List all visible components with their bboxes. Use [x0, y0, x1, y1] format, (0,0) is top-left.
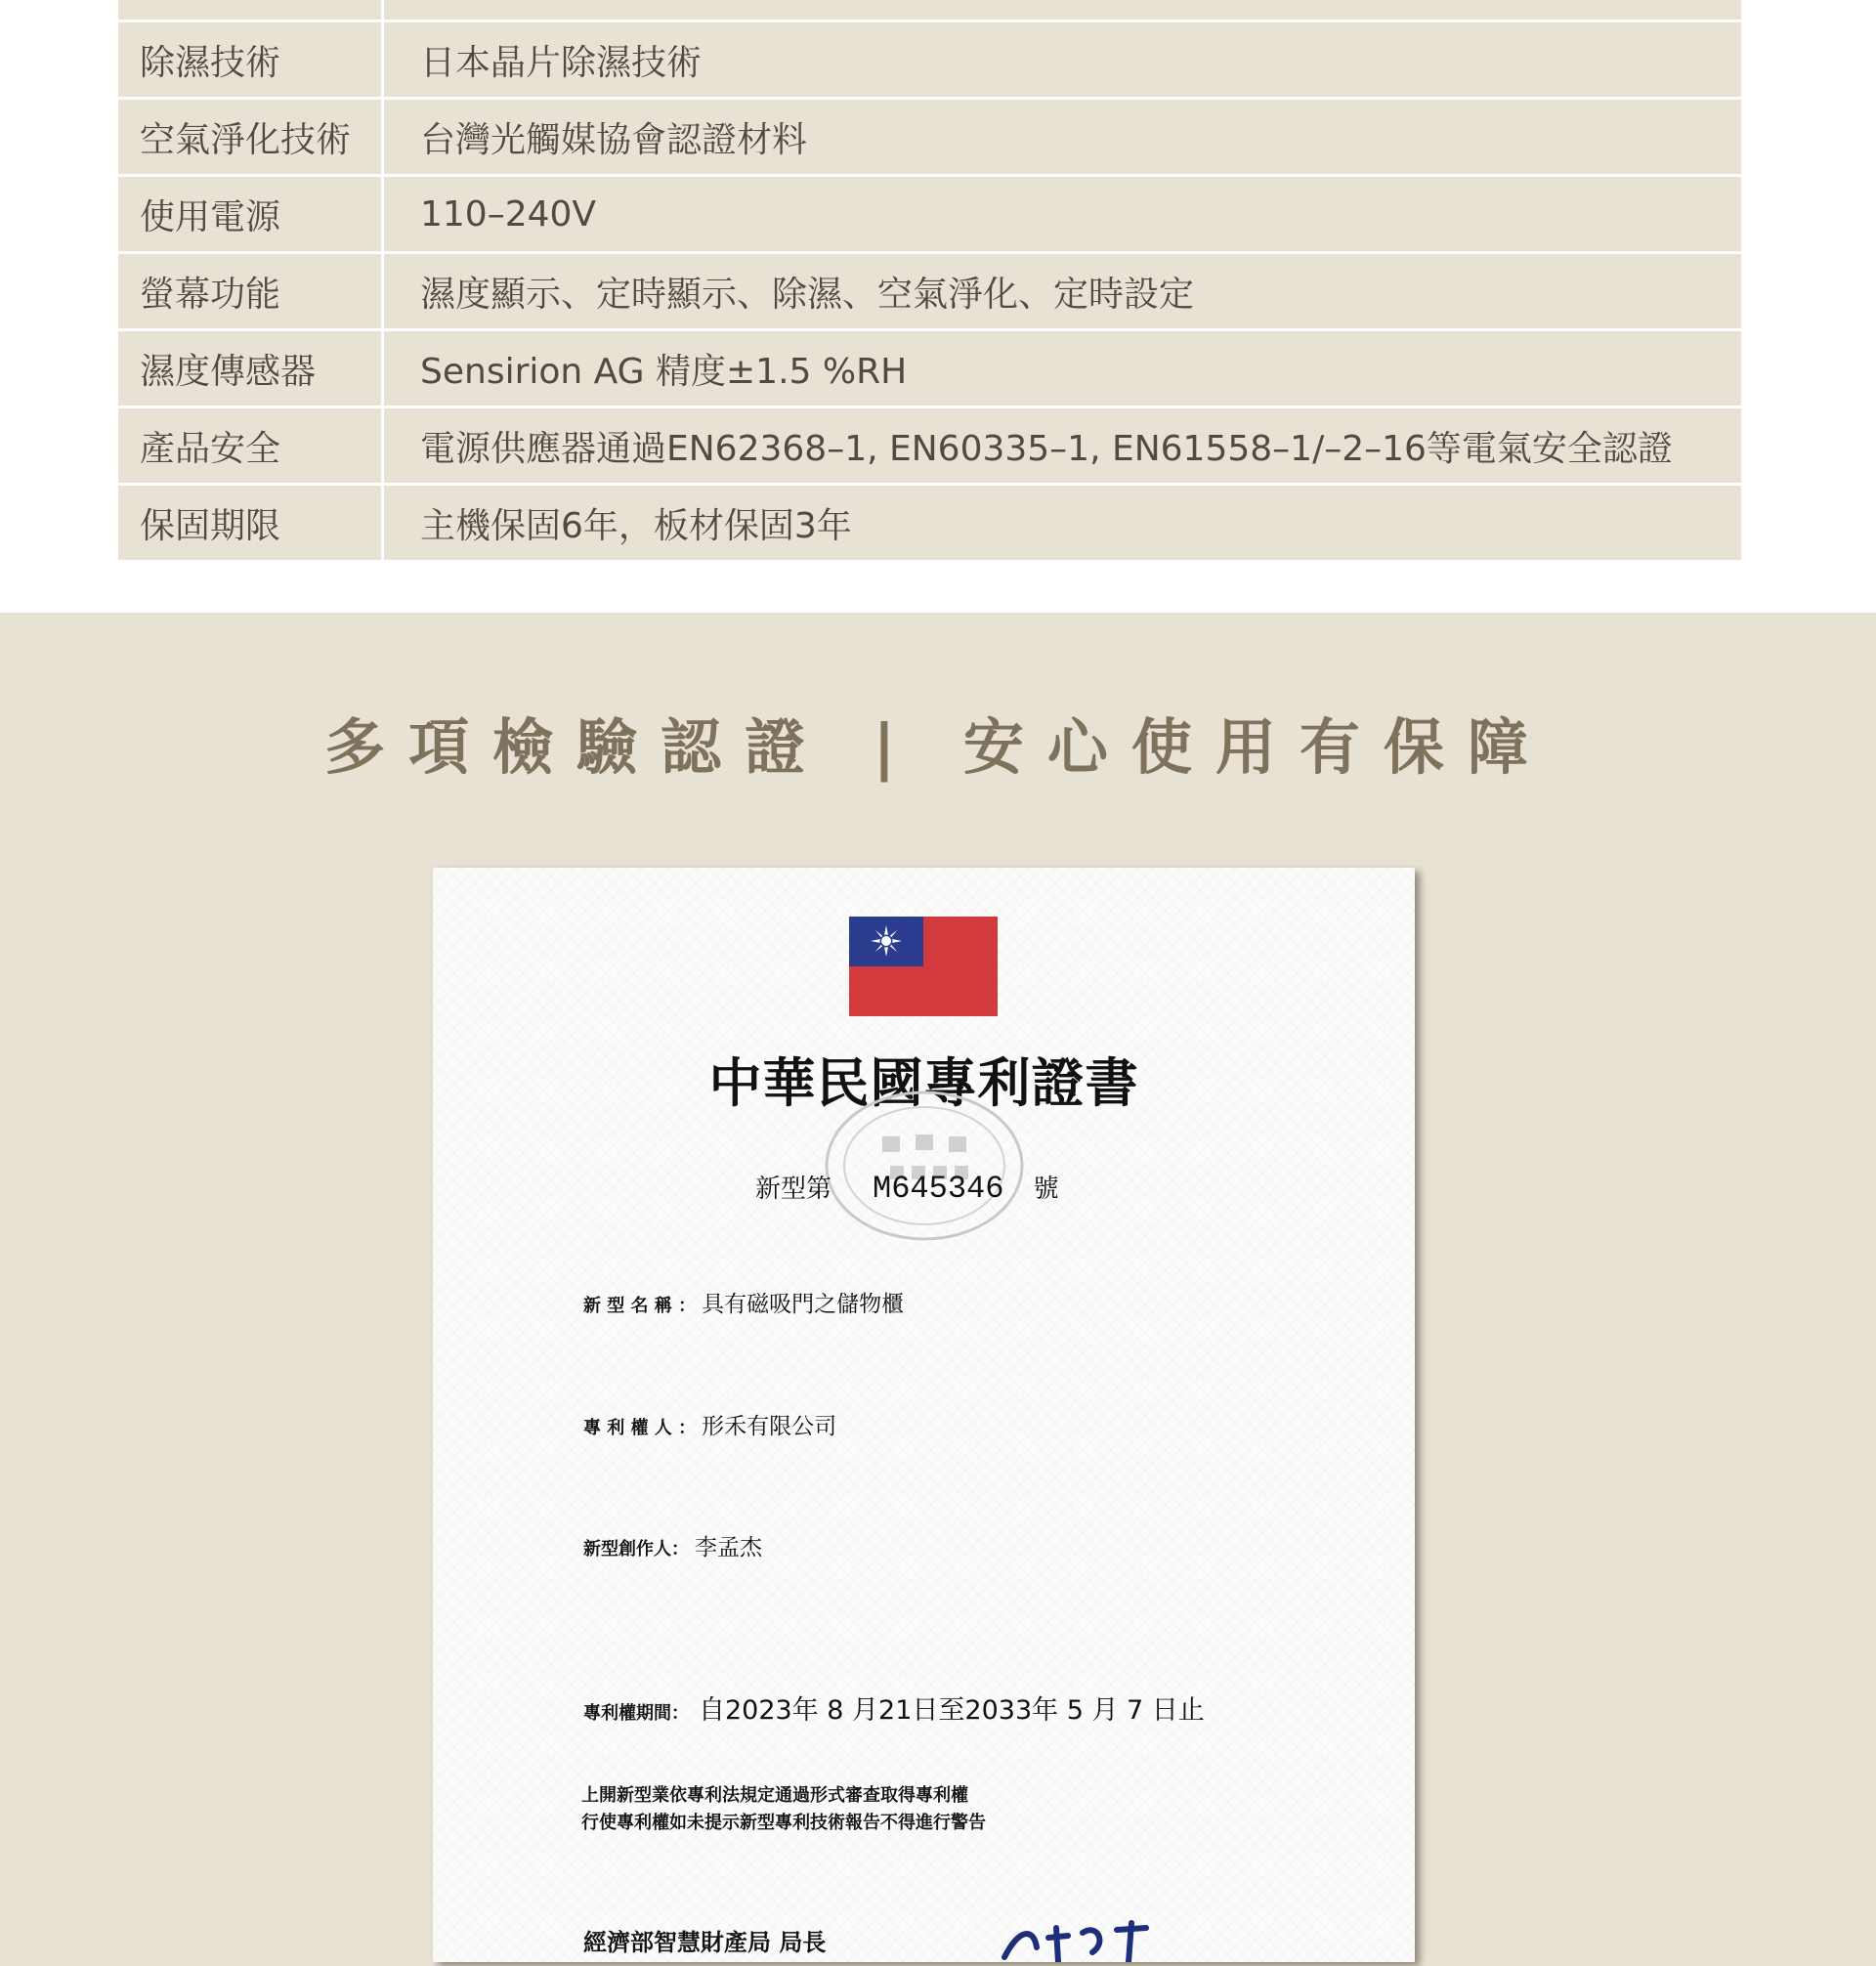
table-row [118, 331, 1741, 406]
patent-certificate [433, 868, 1415, 1962]
spec-label: 濕度傳感器 [118, 331, 384, 406]
spec-label: 使用電源 [118, 177, 384, 251]
spec-value: 日本晶片除濕技術 [420, 42, 703, 83]
field-value: 李孟杰 [695, 1535, 762, 1560]
patent-term [583, 1688, 1205, 1727]
section-headline: 多項檢驗認證 | 安心使用有保障 [324, 711, 1552, 783]
field-label: 新 型 名 稱 [583, 1296, 672, 1316]
table-row [118, 177, 1741, 251]
spec-label: 螢幕功能 [118, 254, 384, 328]
field-value: 具有磁吸門之儲物櫃 [702, 1292, 905, 1317]
table-row [118, 0, 1741, 20]
certificate-field-name: 新 型 名 稱 ： 具有磁吸門之儲物櫃 [583, 1292, 905, 1317]
spec-label: 保固期限 [118, 486, 384, 560]
patent-number-suffix: 號 [1033, 1175, 1059, 1204]
certificate-note: 行使專利權如未提示新型專利技術報告不得進行警告 [581, 1813, 986, 1833]
field-value: 形禾有限公司 [702, 1414, 837, 1439]
spec-value: 主機保固6年，板材保固3年 [420, 505, 852, 546]
table-row [118, 22, 1741, 97]
table-row [118, 100, 1741, 174]
signature-stroke-icon [1000, 1918, 1156, 1962]
spec-value: 濕度顯示、定時顯示、除濕、空氣淨化、定時設定 [420, 274, 1195, 315]
flag-icon [849, 917, 998, 1016]
spec-table [118, 0, 1741, 563]
spec-value-cell [384, 0, 1741, 20]
spec-label: 除濕技術 [118, 22, 384, 97]
term-value: 自2023年 8 月21日至2033年 5 月 7 日止 [699, 1695, 1205, 1726]
flag-canton [849, 917, 923, 966]
term-label: 專利權期間： [583, 1703, 689, 1724]
field-label: 專 利 權 人 [583, 1418, 672, 1438]
spec-value: Sensirion AG 精度±1.5 %RH [420, 351, 908, 392]
spec-value: 電源供應器通過EN62368–1, EN60335–1, EN61558–1/–2–16等電氣安全認證 [420, 428, 1673, 469]
certificate-title: 中華民國專利證書 [708, 1051, 1139, 1114]
issuer-office: 經濟部智慧財產局 局長 [583, 1929, 827, 1956]
patent-number-prefix: 新型第 [755, 1175, 832, 1204]
certificate-field-creator: 新型創作人： 李孟杰 [583, 1535, 762, 1560]
table-row [118, 486, 1741, 560]
spec-label: 產品安全 [118, 408, 384, 483]
sun-icon [871, 925, 902, 957]
patent-number: M645346 [873, 1171, 1004, 1207]
patent-number-line [755, 1169, 1058, 1207]
official-seal-icon [822, 1088, 1027, 1244]
spec-value: 台灣光觸媒協會認證材料 [420, 119, 808, 160]
certificate-field-owner: 專 利 權 人 ： 形禾有限公司 [583, 1414, 837, 1439]
spec-section [0, 0, 1876, 613]
spec-label: 空氣淨化技術 [118, 100, 384, 174]
table-row [118, 408, 1741, 483]
certificate-note: 上開新型業依專利法規定通過形式審查取得專利權 [581, 1785, 968, 1806]
table-row [118, 254, 1741, 328]
spec-label-cell [118, 0, 384, 20]
field-label: 新型創作人 [583, 1539, 671, 1560]
spec-value: 110–240V [420, 193, 597, 235]
